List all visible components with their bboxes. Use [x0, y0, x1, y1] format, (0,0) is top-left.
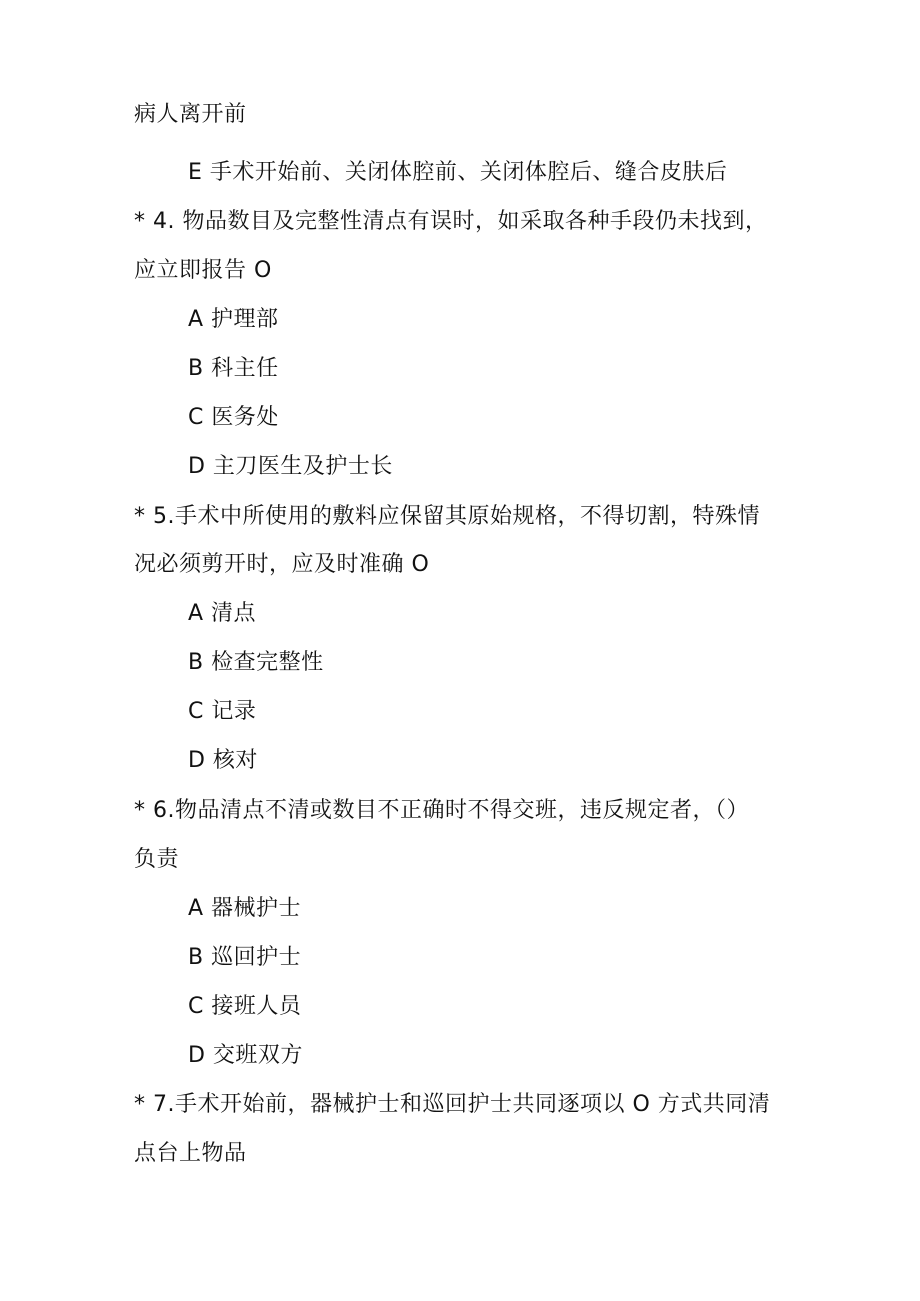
question-6-option-a: A 器械护士	[188, 896, 302, 921]
question-4-option-c: C 医务处	[188, 405, 279, 430]
continuation-line: 病人离开前	[134, 102, 247, 127]
question-4-line-1: * 4. 物品数目及完整性清点有误时，如采取各种手段仍未找到，	[134, 209, 768, 234]
question-4-option-b: B 科主任	[188, 356, 279, 381]
question-7-line-2: 点台上物品	[134, 1141, 247, 1166]
question-6-line-2: 负责	[134, 847, 180, 872]
question-4-option-a: A 护理部	[188, 307, 279, 332]
question-5-option-d: D 核对	[188, 748, 258, 773]
question-5-option-b: B 检查完整性	[188, 650, 324, 675]
question-4-line-2: 应立即报告 O	[134, 258, 272, 283]
question-6-line-1: * 6.物品清点不清或数目不正确时不得交班，违反规定者，（）	[134, 798, 749, 823]
question-6-option-d: D 交班双方	[188, 1043, 303, 1068]
question-6-option-c: C 接班人员	[188, 994, 302, 1019]
question-4-option-d: D 主刀医生及护士长	[188, 454, 393, 479]
question-6-option-b: B 巡回护士	[188, 945, 302, 970]
option-e: E 手术开始前、关闭体腔前、关闭体腔后、缝合皮肤后	[188, 160, 728, 185]
question-5-option-a: A 清点	[188, 601, 257, 626]
question-5-option-c: C 记录	[188, 699, 257, 724]
question-7-line-1: * 7.手术开始前，器械护士和巡回护士共同逐项以 O 方式共同清	[134, 1092, 771, 1117]
question-5-line-2: 况必须剪开时，应及时准确 O	[134, 552, 430, 577]
question-5-line-1: * 5.手术中所使用的敷料应保留其原始规格，不得切割，特殊情	[134, 504, 760, 529]
